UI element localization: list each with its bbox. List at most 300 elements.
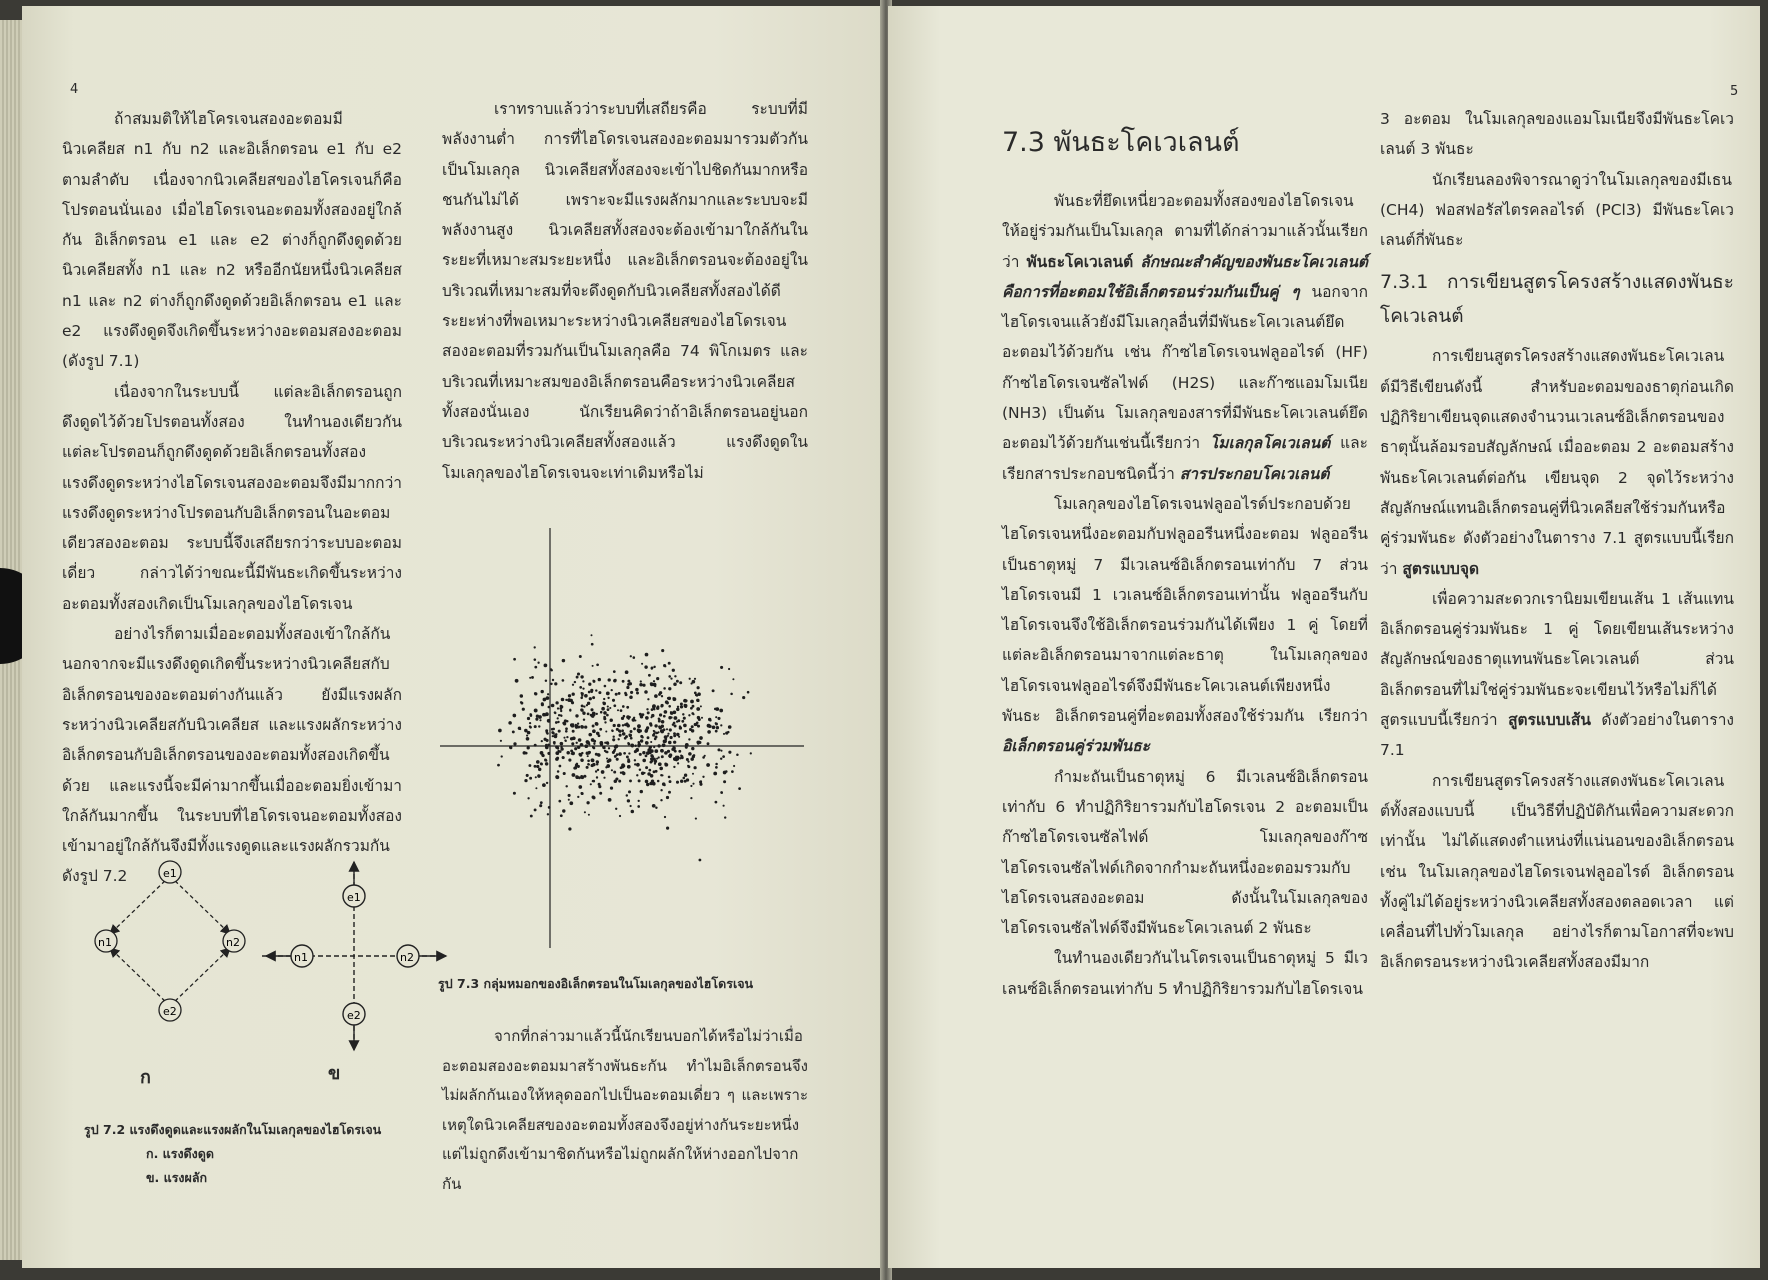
electron-dot (538, 725, 540, 727)
electron-dot (653, 731, 655, 733)
electron-dot (606, 751, 609, 754)
electron-dot (664, 816, 666, 818)
electron-dot (658, 762, 662, 766)
electron-dot (653, 746, 655, 748)
electron-dot (588, 691, 591, 694)
electron-dot (598, 678, 601, 681)
electron-dot (614, 679, 617, 682)
left-column-1 (62, 104, 402, 892)
electron-dot (607, 764, 610, 767)
electron-dot (596, 763, 599, 766)
electron-dot (573, 767, 576, 770)
electron-dot (525, 752, 528, 755)
electron-dot (615, 693, 618, 696)
electron-dot (668, 741, 672, 745)
electron-dot (692, 713, 694, 715)
electron-dot (640, 680, 642, 682)
electron-dot (622, 772, 625, 775)
label-n1: n1 (98, 936, 112, 949)
electron-dot (645, 741, 649, 745)
electron-dot (642, 684, 645, 687)
electron-dot (582, 712, 585, 715)
electron-dot (659, 713, 662, 716)
electron-dot (650, 774, 654, 778)
electron-dot (653, 708, 655, 710)
electron-dot (676, 708, 679, 711)
electron-dot (534, 692, 537, 695)
electron-dot (544, 664, 548, 668)
electron-dot (534, 666, 537, 669)
electron-dot (613, 670, 616, 673)
electron-dot (720, 750, 722, 752)
electron-dot (708, 725, 711, 728)
term-dot-formula: สูตรแบบจุด (1402, 559, 1480, 578)
subsection-title: 7.3.1 การเขียนสูตรโครงสร้างแสดงพันธะโคเวเลนต์ (1380, 271, 1734, 328)
cloud-dots (497, 634, 752, 861)
electron-dot (678, 750, 681, 753)
electron-dot (597, 769, 599, 771)
electron-dot (677, 719, 680, 722)
electron-dot (628, 743, 631, 746)
electron-dot (639, 753, 642, 756)
electron-dot (661, 704, 664, 707)
electron-dot (568, 799, 570, 801)
electron-dot (617, 709, 619, 711)
electron-dot (571, 742, 574, 745)
electron-dot (641, 736, 644, 739)
electron-dot (562, 679, 565, 682)
electron-dot (580, 725, 584, 729)
electron-dot (555, 733, 558, 736)
electron-dot (720, 724, 722, 726)
electron-dot (613, 771, 616, 774)
text-run: เพื่อความสะดวกเรานิยมเขียนเส้น 1 เส้นแทนอิเล็กตรอนคู่ร่วมพันธะ 1 คู่ โดยเขียนเส้นระหว่างสัญลักษณ์ของธาตุแทนพันธะโคเวเลนต์ ส่วนอิเล็กตรอนที่ไม่ใช่คู่ร่วมพันธะจะเขียนไว้หรือไม่ก็ได้ สูตรแบบนี้เรียกว่า (1380, 589, 1734, 730)
electron-dot (639, 768, 641, 770)
electron-dot (568, 694, 571, 697)
text-run: นอกจากไฮโดรเจนแล้วยังมีโมเลกุลอื่นที่มีพันธะโคเวเลนต์ยึดอะตอมไว้ด้วยกัน เช่น ก๊าซไฮโดรเจนฟลูออไรด์ (HF) ก๊าซไฮโดรเจนซัลไฟด์ (H2S) และก๊าซแอมโมเนีย (NH3) เป็นต้น โมเลกุลของสารที่มีพันธะโคเวเลนต์ยึดอะตอมไว้ด้วยกันเช่นนี้เรียกว่า (1002, 282, 1368, 453)
electron-dot (537, 774, 540, 777)
electron-dot (526, 735, 528, 737)
electron-dot (582, 687, 584, 689)
electron-dot (529, 726, 532, 729)
electron-dot (612, 738, 615, 741)
electron-dot (542, 783, 546, 787)
electron-dot (547, 744, 549, 746)
electron-dot (663, 784, 666, 787)
electron-dot (642, 751, 645, 754)
figure-7-2a-label: ก (140, 1067, 151, 1088)
electron-dot (613, 704, 616, 707)
electron-dot (634, 744, 636, 746)
electron-dot (606, 758, 608, 760)
electron-dot (571, 724, 575, 728)
paragraph: อย่างไรก็ตามเมื่ออะตอมทั้งสองเข้าใกล้กัน นอกจากจะมีแรงดึงดูดเกิดขึ้นระหว่างนิวเคลียสกับอิเล็กตรอนของอะตอมต่างกันแล้ว ยังมีแรงผลักระหว่างนิวเคลียสกับนิวเคลียส และแรงผลักระหว่างอิเล็กตรอนกับอิเล็กตรอนของอะตอมทั้งสองเกิดขึ้นด้วย และแรงนี้จะมีค่ามากขึ้นเมื่ออะตอมยิ่งเข้ามาใกล้กันมากขึ้น ในระบบที่ไฮโดรเจนอะตอมทั้งสองเข้ามาอยู่ใกล้กันจึงมีทั้งแรงดูดและแรงผลักรวมกัน ดังรูป 7.2 (62, 625, 402, 886)
electron-dot (552, 728, 555, 731)
electron-dot (556, 775, 560, 779)
electron-dot (676, 756, 679, 759)
electron-dot (568, 827, 571, 830)
electron-dot (723, 805, 725, 807)
electron-dot (659, 719, 661, 721)
electron-dot (539, 804, 542, 807)
electron-dot (596, 732, 599, 735)
electron-dot (732, 678, 734, 680)
electron-dot (545, 759, 547, 761)
electron-dot (582, 680, 584, 682)
electron-dot (550, 683, 552, 685)
electron-dot (638, 741, 641, 744)
electron-dot (584, 776, 586, 778)
electron-dot (699, 736, 703, 740)
electron-dot (578, 776, 581, 779)
electron-dot (603, 746, 606, 749)
electron-dot (630, 691, 633, 694)
electron-dot (645, 780, 649, 784)
electron-dot (654, 724, 657, 727)
electron-dot (596, 761, 599, 764)
electron-dot (591, 643, 594, 646)
electron-dot (527, 731, 531, 735)
electron-dot (588, 683, 591, 686)
label-n1: n1 (294, 951, 308, 964)
electron-dot (626, 755, 629, 758)
electron-dot (555, 721, 558, 724)
electron-dot (629, 734, 632, 737)
electron-dot (613, 749, 616, 752)
electron-dot (611, 689, 613, 691)
electron-dot (651, 667, 654, 670)
electron-dot (722, 755, 725, 758)
electron-dot (547, 813, 549, 815)
electron-dot (689, 728, 692, 731)
electron-dot (526, 774, 529, 777)
electron-dot (609, 707, 611, 709)
electron-dot (587, 759, 590, 762)
electron-dot (673, 722, 676, 725)
electron-dot (668, 675, 671, 678)
electron-dot (688, 752, 692, 756)
figure-7-2a-attraction (95, 861, 245, 1021)
electron-dot (608, 747, 610, 749)
electron-dot (581, 792, 584, 795)
figure-7-2 (62, 846, 452, 1086)
electron-dot (595, 722, 598, 725)
electron-dot (733, 765, 735, 767)
electron-dot (631, 810, 635, 814)
electron-dot (592, 796, 595, 799)
electron-dot (674, 750, 677, 753)
electron-dot (661, 750, 664, 753)
electron-dot (619, 730, 622, 733)
electron-dot (669, 780, 672, 783)
electron-dot (565, 727, 568, 730)
electron-dot (648, 674, 651, 677)
electron-dot (498, 729, 502, 733)
electron-dot (534, 808, 537, 811)
electron-dot (572, 693, 575, 696)
electron-dot (603, 717, 606, 720)
electron-dot (610, 786, 613, 789)
electron-dot (520, 702, 523, 705)
electron-dot (565, 699, 567, 701)
electron-dot (661, 720, 665, 724)
electron-dot (664, 665, 666, 667)
paragraph: 3 อะตอม ในโมเลกุลของแอมโมเนียจึงมีพันธะโคเวเลนต์ 3 พันธะ (1380, 110, 1734, 159)
text-run: ดังตัวอย่างในตาราง 7.1 (1380, 711, 1734, 760)
electron-dot (694, 766, 697, 769)
electron-dot (669, 728, 672, 731)
electron-dot (513, 792, 516, 795)
electron-dot (599, 792, 602, 795)
electron-dot (644, 665, 647, 668)
electron-dot (656, 707, 659, 710)
electron-dot (707, 730, 711, 734)
right-page-number: 5 (1730, 84, 1739, 99)
electron-dot (627, 680, 630, 683)
electron-dot (686, 758, 689, 761)
electron-dot (627, 760, 630, 763)
electron-dot (607, 708, 610, 711)
electron-dot (592, 665, 594, 667)
electron-dot (638, 730, 641, 733)
electron-dot (574, 681, 576, 683)
electron-dot (652, 734, 655, 737)
electron-dot (559, 750, 562, 753)
electron-dot (579, 686, 582, 689)
electron-dot (583, 705, 585, 707)
electron-dot (580, 775, 584, 779)
electron-dot (595, 689, 597, 691)
electron-dot (634, 763, 636, 765)
electron-dot (600, 742, 603, 745)
electron-dot (555, 701, 558, 704)
electron-dot (589, 697, 592, 700)
electron-dot (645, 653, 649, 657)
electron-dot (696, 695, 698, 697)
electron-dot (716, 726, 719, 729)
electron-dot (623, 715, 626, 718)
electron-dot (559, 765, 562, 768)
electron-dot (558, 730, 561, 733)
electron-dot (683, 717, 686, 720)
electron-dot (584, 725, 587, 728)
electron-dot (607, 760, 610, 763)
electron-dot (581, 694, 583, 696)
electron-dot (690, 700, 694, 704)
electron-dot (622, 680, 625, 683)
electron-dot (679, 725, 681, 727)
electron-dot (723, 733, 725, 735)
electron-dot (571, 750, 573, 752)
electron-dot (717, 717, 720, 720)
electron-dot (618, 738, 620, 740)
electron-dot (676, 680, 679, 683)
electron-dot (545, 744, 548, 747)
electron-dot (522, 708, 525, 711)
electron-dot (694, 678, 696, 680)
electron-dot (574, 747, 577, 750)
electron-dot (664, 710, 668, 714)
electron-dot (568, 759, 571, 762)
electron-dot (690, 785, 692, 787)
caption-line: ก. แรงดึงดูด (146, 1146, 214, 1161)
electron-dot (687, 765, 690, 768)
electron-dot (545, 712, 549, 716)
electron-dot (631, 744, 634, 747)
electron-dot (580, 743, 584, 747)
electron-dot (593, 747, 596, 750)
electron-dot (579, 753, 582, 756)
electron-dot (552, 679, 554, 681)
electron-dot (725, 770, 728, 773)
electron-dot (713, 772, 717, 776)
electron-dot (640, 790, 643, 793)
electron-dot (658, 693, 661, 696)
paragraph (1002, 489, 1368, 762)
electron-dot (684, 724, 687, 727)
electron-dot (604, 742, 606, 744)
electron-dot (583, 718, 585, 720)
electron-dot (595, 770, 597, 772)
electron-dot (577, 746, 580, 749)
electron-dot (625, 670, 629, 674)
electron-dot (653, 683, 657, 687)
electron-dot (715, 801, 718, 804)
electron-dot (667, 735, 669, 737)
label-e2: e2 (347, 1009, 361, 1022)
electron-dot (668, 716, 671, 719)
electron-dot (563, 772, 566, 775)
electron-dot (676, 733, 679, 736)
definition-emphasis: ลักษณะสำคัญของพันธะโคเวเลนต์คือการที่อะตอมใช้อิเล็กตรอนร่วมกันเป็นคู่ ๆ (1002, 252, 1368, 301)
electron-dot (707, 742, 710, 745)
term-covalent-molecule: โมเลกุลโคเวเลนต์ (1209, 434, 1331, 453)
electron-dot (580, 675, 583, 678)
electron-dot (611, 769, 613, 771)
electron-dot (699, 741, 702, 744)
electron-dot (683, 700, 686, 703)
electron-dot (622, 732, 626, 736)
electron-dot (608, 678, 611, 681)
electron-dot (682, 713, 684, 715)
paragraph: เราทราบแล้วว่าระบบที่เสถียรคือ ระบบที่มีพลังงานต่ำ การที่ไฮโดรเจนสองอะตอมมารวมตัวกันเป็นโมเลกุล นิวเคลียสทั้งสองจะเข้าไปชิดกันมากหรือชนกันไม่ได้ เพราะจะมีแรงผลักมากและระบบจะมีพลังงานสูง นิวเคลียสทั้งสองจะต้องเข้ามาใกล้กันในระยะที่เหมาะสมระยะหนึ่ง และอิเล็กตรอนจะต้องอยู่ในบริเวณที่เหมาะสมที่จะดึงดูดกับนิวเคลียสทั้งสองได้ดี ระยะห่างที่พอเหมาะระหว่างนิวเคลียสของไฮโดรเจนสองอะตอมที่รวมกันเป็นโมเลกุลคือ 74 พิโกเมตร และบริเวณที่เหมาะสมของอิเล็กตรอนคือระหว่างนิวเคลียสทั้งสองนั่นเอง นักเรียนคิดว่าถ้าอิเล็กตรอนอยู่นอกบริเวณระหว่างนิวเคลียสทั้งสองแล้ว แรงดึงดูดในโมเลกุลของไฮโดรเจนจะเท่าเดิมหรือไม่ (442, 100, 808, 482)
electron-dot (572, 702, 574, 704)
electron-dot (551, 669, 553, 671)
electron-dot (637, 724, 641, 728)
electron-dot (545, 763, 548, 766)
electron-dot (578, 785, 582, 789)
electron-dot (565, 740, 567, 742)
electron-dot (654, 738, 657, 741)
electron-dot (613, 736, 615, 738)
electron-dot (668, 776, 671, 779)
electron-dot (719, 709, 723, 713)
electron-dot (593, 740, 596, 743)
electron-dot (660, 799, 662, 801)
left-column-2-bottom (442, 1022, 808, 1199)
electron-dot (715, 723, 718, 726)
electron-dot (610, 719, 612, 721)
electron-dot (587, 755, 589, 757)
electron-dot (627, 716, 630, 719)
electron-dot (638, 779, 641, 782)
electron-dot (645, 755, 648, 758)
electron-dot (553, 742, 555, 744)
electron-dot (625, 723, 627, 725)
electron-dot (725, 732, 728, 735)
electron-dot (699, 859, 702, 862)
caption-line: รูป 7.2 แรงดึงดูดและแรงผลักในโมเลกุลของไฮโดรเจน (84, 1122, 382, 1137)
electron-dot (587, 713, 590, 716)
electron-dot (666, 796, 669, 799)
electron-dot (526, 737, 530, 741)
electron-dot (715, 730, 718, 733)
electron-dot (655, 806, 657, 808)
electron-dot (557, 717, 559, 719)
electron-dot (545, 679, 547, 681)
electron-dot (731, 770, 734, 773)
electron-dot (615, 808, 617, 810)
electron-dot (603, 698, 605, 700)
electron-dot (646, 783, 649, 786)
electron-dot (668, 705, 671, 708)
electron-dot (569, 709, 571, 711)
paragraph: ถ้าสมมติให้ไฮโครเจนสองอะตอมมีนิวเคลียส n1 กับ n2 และอิเล็กตรอน e1 กับ e2 ตามลำดับ เนื่องจากนิวเคลียสของไฮโครเจนก็คือโปรตอนนั่นเอง เมื่อไฮโดรเจนอะตอมทั้งสองอยู่ใกล้กัน อิเล็กตรอน e1 และ e2 ต่างก็ถูกดึงดูดด้วยนิวเคลียสทั้ง n1 และ n2 หรืออีกนัยหนึ่งนิวเคลียส n1 และ n2 ต่างก็ถูกดึงดูดด้วยอิเล็กตรอน e1 และ e2 แรงดึงดูดจึงเกิดขึ้นระหว่างอะตอมสองอะตอม (ดังรูป 7.1) (62, 110, 402, 371)
electron-dot (657, 780, 660, 783)
right-column-2 (1380, 104, 1734, 978)
electron-dot (644, 729, 647, 732)
electron-dot (529, 677, 531, 679)
electron-dot (680, 703, 683, 706)
electron-dot (630, 737, 633, 740)
electron-dot (596, 663, 599, 666)
label-n2: n2 (226, 936, 240, 949)
electron-dot (547, 693, 549, 695)
electron-dot (607, 706, 609, 708)
electron-dot (540, 763, 543, 766)
electron-dot (562, 659, 565, 662)
electron-dot (557, 747, 560, 750)
electron-dot (528, 764, 531, 767)
electron-dot (566, 751, 570, 755)
electron-dot (715, 763, 718, 766)
electron-dot (591, 759, 594, 762)
electron-dot (661, 695, 663, 697)
electron-dot (548, 706, 551, 709)
electron-dot (657, 744, 660, 747)
electron-dot (613, 724, 616, 727)
electron-dot (580, 697, 583, 700)
electron-dot (598, 785, 601, 788)
electron-dot (628, 790, 631, 793)
electron-dot (588, 733, 592, 737)
paragraph (1002, 186, 1368, 489)
electron-dot (593, 697, 595, 699)
electron-dot (530, 714, 532, 716)
electron-dot (548, 806, 551, 809)
electron-dot (640, 715, 643, 718)
electron-dot (667, 697, 670, 700)
electron-dot (661, 755, 664, 758)
electron-dot (627, 683, 630, 686)
electron-dot (536, 760, 540, 764)
electron-dot (684, 730, 687, 733)
electron-dot (638, 800, 640, 802)
electron-dot (564, 719, 567, 722)
electron-dot (552, 735, 554, 737)
electron-dot (697, 686, 700, 689)
label-e2: e2 (163, 1005, 177, 1018)
